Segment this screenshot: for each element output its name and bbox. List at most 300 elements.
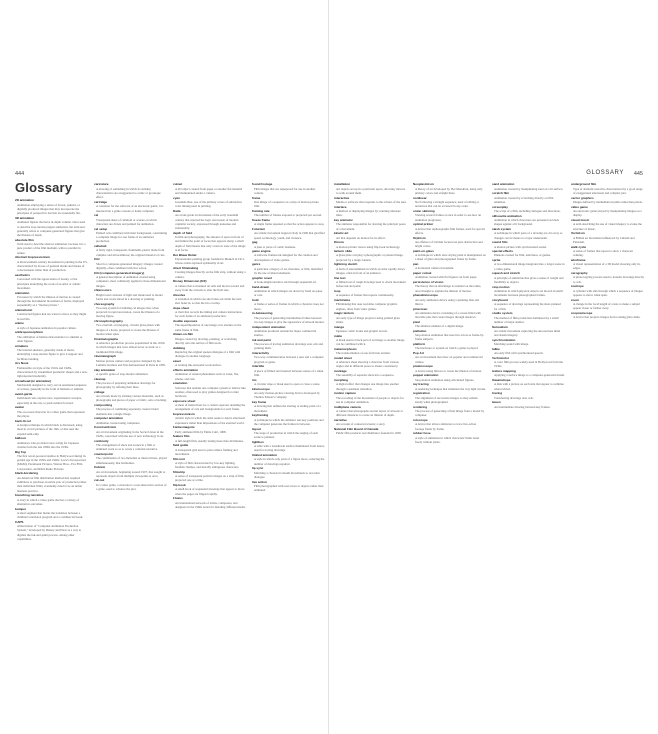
glossary-definition: Animation in which characters are presented as black shapes against a lit background. [494, 217, 560, 227]
glossary-entry [492, 325, 565, 338]
glossary-term: bumper [15, 506, 27, 511]
glossary-definition: A camera that is mounted on rails and moves toward and away from the artwork to alter the field size. [175, 283, 245, 292]
glossary-term: sprite [492, 258, 501, 263]
glossary-term: Fantasmagorie [173, 425, 195, 430]
glossary-entry [334, 334, 407, 347]
glossary-definition: Japanese comic books and graphic novels. [336, 328, 388, 333]
glossary-definition: A transition in which one shot fades out while the next shot fades in, so that the two overlap. [175, 296, 242, 306]
glossary-term: genre [252, 262, 261, 267]
glossary-entry [252, 413, 325, 426]
glossary-term: avant-garde [15, 392, 33, 397]
glossary-entry [571, 182, 644, 195]
glossary-term: stop motion [492, 284, 510, 289]
glossary-entry [15, 419, 88, 436]
glossary-definition: A glass plate carrying a photographic or painted image, projected by a magic lantern. [336, 253, 404, 262]
glossary-entry [252, 285, 325, 298]
glossary-definition: A specific genre of stop-motion animation. [96, 371, 149, 376]
glossary-entry [492, 285, 565, 298]
glossary-entry [173, 434, 246, 443]
glossary-entry [334, 427, 407, 436]
glossary-definition: Replacing the original spoken dialogue of a film with dialogue in another language. [175, 349, 241, 359]
glossary-term: aesthetics [15, 273, 30, 277]
glossary-term: arrowhead (in animation) [15, 378, 52, 383]
glossary-term: balloon [15, 436, 26, 441]
glossary-term: CGI (computer-generated imagery) [94, 270, 145, 275]
glossary-column-5 [334, 182, 407, 522]
glossary-term: cut-out [94, 478, 105, 483]
glossary-term: nonlinear [413, 195, 427, 200]
glossary-entry [94, 200, 167, 213]
glossary-definition: A filmed test of rough drawings used to check movement before ink and paint. [336, 280, 406, 289]
glossary-entry [173, 253, 246, 266]
glossary-entry [252, 351, 325, 364]
glossary-term: rotoscope [413, 417, 428, 422]
glossary-definition: A device that rephotographs film frames, used for special effects. [415, 226, 485, 235]
glossary-entry [94, 337, 167, 354]
glossary-term: tracing [492, 391, 503, 396]
glossary-definition: The process of preparing animation drawings for photography by refining their lines. [96, 380, 156, 390]
glossary-term: ink and paint [252, 337, 271, 342]
glossary-term: talkie [492, 346, 500, 351]
glossary-entry [252, 298, 325, 311]
glossary-entry [15, 344, 88, 361]
glossary-definition: The stage of production in which the staging of each scene is planned. [254, 430, 319, 440]
glossary-definition: A story in which a video game that has a variety of alternative outcomes. [17, 497, 80, 506]
glossary-definition: Filmmaking that uses real-time computer graphics engines, often from video games. [336, 302, 398, 311]
glossary-term: kinetic art [334, 231, 349, 236]
glossary-entry [413, 329, 486, 342]
glossary-definition: A method of displaying images by scanning alternate lines. [336, 208, 401, 218]
glossary-definition: The on-screen character in a video game that represents the player. [17, 409, 85, 419]
glossary-term: zoetrope [571, 284, 584, 289]
glossary-definition: Abbreviation of "Computer Animation Production System," developed by Disney and Pixar as a way to digitize the ink-and-paint process, among other capabilities. [17, 524, 82, 542]
glossary-term: layout [252, 426, 261, 431]
glossary-entry [334, 378, 407, 391]
glossary-definition: Public film producer and distributor founded in 1939. [336, 431, 402, 436]
glossary-definition: An artistic movement exploring the unconscious mind and dream imagery. [494, 328, 561, 338]
glossary-term: cel [94, 213, 99, 218]
glossary-term: chiaroscuro [94, 288, 112, 293]
glossary-term: counterpoint [94, 451, 113, 456]
glossary-entry [334, 369, 407, 378]
glossary-term: branching narrative [15, 493, 44, 498]
glossary-entry [492, 205, 565, 214]
glossary-entry [15, 450, 88, 471]
glossary-term: puppet animation [413, 373, 439, 378]
glossary-entry [413, 405, 486, 418]
glossary-entry [252, 427, 325, 440]
glossary-entry [15, 392, 88, 405]
glossary-term: multiplane camera [334, 404, 361, 409]
glossary-term: Cubism [94, 465, 106, 470]
glossary-term: Abstract Expressionism [15, 255, 50, 260]
glossary-definition: The alignment of successive images so they remain steady when photographed. [415, 395, 478, 404]
glossary-definition: A 2D object created from paper or another flat material and manipulated under a camera. [175, 186, 243, 195]
glossary-term: intertitle [252, 364, 265, 369]
glossary-term: Big Top [15, 449, 27, 454]
glossary-definition: Greenish-blue, one of the primary colors of subtractive color mixing used in printing. [175, 199, 243, 209]
glossary-definition: Animation in which physical objects are moved in small increments between photographed frames. [494, 289, 563, 298]
glossary-heading: Glossary [15, 180, 73, 195]
glossary-entry [94, 416, 167, 425]
glossary-definition: The method of film production dominated by a small number of major studios. [494, 315, 559, 324]
glossary-definition: Viewing several frames at once in order to see how an animation progresses. [415, 213, 481, 222]
glossary-definition: An intermediate drawing between key frames. [494, 404, 551, 409]
glossary-term: interactivity [252, 351, 270, 356]
glossary-definition: A single frame repeated so that the action appears to stop. [254, 222, 325, 227]
glossary-definition: A design technique in which black is discussed, using most in crowd pictures of the 16th, or that uses the expand semi-only. [17, 423, 83, 436]
glossary-entry [413, 373, 486, 382]
glossary-definition: A table with a translucent surface illuminated from below, used for tracing drawings. [254, 444, 325, 453]
glossary-entry [413, 320, 486, 329]
glossary-entry [413, 196, 486, 209]
glossary-term: Pop Art [413, 351, 424, 356]
glossary-term: platform [413, 342, 426, 347]
glossary-definition: The process of generating intermediate frames between two key images to give the appearance of smooth motion. [254, 315, 325, 324]
glossary-entry [413, 222, 486, 235]
glossary-term: easel [173, 358, 181, 363]
glossary-definition: A change in the focal length of a lens to make a subject appear closer or farther away. [573, 301, 641, 311]
glossary-definition: Early animated film by Émile Cohl, 1908. [175, 429, 227, 434]
glossary-term: pinscreen [413, 306, 428, 311]
glossary-entry [571, 284, 644, 297]
glossary-entry [94, 390, 167, 403]
glossary-entry [173, 319, 246, 332]
glossary-term: hand-drawn [252, 284, 270, 289]
glossary-term: limited animation [252, 453, 278, 458]
glossary-term: keyframing [252, 413, 269, 418]
glossary-term: film noir [173, 456, 186, 461]
glossary-definition: An art movement that drew on popular and commercial culture. [415, 355, 483, 364]
glossary-term: scratch film [492, 191, 510, 196]
glossary-entry [334, 311, 407, 324]
glossary-definition: A device that projects images from rotating glass disks. [573, 315, 641, 320]
glossary-entry [413, 382, 486, 391]
glossary-term: dubbing [173, 345, 186, 350]
glossary-definition: A technique in which slow-drying paint is manipulated on a sheet of glass and photographed frame by frame. [415, 253, 486, 262]
glossary-term: interlace [334, 204, 347, 209]
glossary-entry [173, 412, 246, 425]
glossary-term: praxinoscope [413, 364, 433, 369]
glossary-definition: An offshoot of Cubism focused on pure abstraction and bright colors. [415, 239, 483, 249]
glossary-entry [94, 319, 167, 336]
glossary-entry [334, 325, 407, 334]
glossary-term: cutout [173, 182, 183, 187]
glossary-term: filmstrip [173, 469, 186, 474]
glossary-entry [252, 453, 325, 466]
glossary-term: cinematograph [94, 354, 116, 359]
glossary-entry [94, 425, 167, 438]
glossary-definition: A style of animation in which characters' limbs bend freely without joints. [415, 435, 480, 444]
glossary-entry [413, 307, 486, 320]
glossary-entry [334, 418, 407, 427]
glossary-entry [94, 377, 167, 390]
glossary-entry [252, 249, 325, 262]
glossary-entry [252, 218, 325, 227]
glossary-definition: A drawing of something in which its striking characteristics are exaggerated to comic or grotesque effect. [96, 186, 161, 200]
glossary-entry [492, 347, 565, 356]
glossary-term: optical printer [413, 222, 434, 227]
glossary-term: independent animation [252, 324, 286, 329]
glossary-definition: An art movement, beginning around 1907, that sought to represent objects from multiple viewpoints at once. [96, 469, 166, 478]
glossary-entry [571, 218, 644, 231]
glossary-term: storyboard [492, 298, 508, 303]
glossary-definition: An American film distribution method that required exhibitors to purchase an entire year of production rather than individual films; eventually ruled to be an unfair business practice. [17, 475, 87, 493]
glossary-entry [252, 480, 325, 493]
glossary-entry [15, 471, 88, 492]
glossary-term: anthropomorphism [15, 330, 43, 335]
glossary-entry [571, 298, 644, 311]
glossary-entry [15, 493, 88, 506]
glossary-entry [492, 214, 565, 227]
glossary-definition: The smallest element of a digital image. [415, 324, 464, 329]
glossary-entry [173, 346, 246, 359]
glossary-term: visual music [571, 217, 590, 222]
glossary-term: paint-on-glass [413, 248, 434, 253]
glossary-term: graphic novel [252, 275, 272, 280]
glossary-definition: The process of tracing animation drawings onto cels and painting them. [254, 342, 323, 351]
glossary-entry [334, 262, 407, 275]
glossary-entry [173, 306, 246, 319]
glossary-definition: An early motion-picture viewing device developed by Thomas Edison's company. [254, 390, 320, 400]
glossary-column-7 [492, 182, 565, 538]
glossary-entry [15, 379, 88, 392]
glossary-entry [492, 271, 565, 284]
glossary-definition: An early type of image projector using painted glass slides. [336, 315, 400, 324]
glossary-term: emulation [173, 381, 188, 386]
glossary-definition: Short for computer-generated imagery: images created digitally, often combined with live action. [96, 261, 163, 270]
glossary-definition: Art objects set up in a particular space, allowing viewers to walk around them. [336, 186, 406, 195]
glossary-definition: A small book of sequential drawings that appear to move when the pages are flipped rapidly. [175, 487, 245, 496]
glossary-definition: A rotating ink-and-paint work surface. [175, 363, 222, 368]
glossary-column-2 [94, 182, 167, 538]
glossary-entry [413, 431, 486, 444]
glossary-term: persistence of vision [413, 280, 444, 285]
glossary-term: National Film Board of Canada [334, 426, 379, 431]
glossary-entry [571, 271, 644, 284]
glossary-term: collage [94, 389, 105, 394]
glossary-definition: Fashionable art style of the 1910s and 1920s, characterized by streamlined geometric shapes and a new, light-hearted modernity. [17, 365, 88, 379]
glossary-term: Der Blaue Reiter [173, 252, 197, 257]
glossary-term: CAPS [15, 519, 24, 524]
glossary-term: zoom [571, 297, 579, 302]
glossary-entry [334, 205, 407, 218]
glossary-entry [94, 271, 167, 288]
glossary-term: manga [334, 324, 344, 329]
glossary-definition: Two overlaid, overlapping, circular glass plates with images of a horse, projected to create the illusion of motion when spun. [96, 323, 160, 336]
glossary-term: framing rate [252, 208, 270, 213]
glossary-definition: Art that depends on motion for its effect. [336, 235, 386, 240]
glossary-term: narrative [334, 417, 347, 422]
glossary-definition: A reference production process popularized in the 1910s in which images that were almost never as static as a traditional film image. [96, 340, 165, 354]
glossary-entry [334, 298, 407, 311]
glossary-term: cartridge [94, 199, 108, 204]
glossary-term: black-bordering [15, 471, 39, 476]
glossary-column-6 [413, 182, 486, 532]
glossary-definition: An early film with synchronized speech. [494, 351, 544, 356]
glossary-entry [173, 266, 246, 279]
glossary-definition: An early animation device using a spinning disk and mirror. [415, 297, 479, 306]
glossary-term: cleanup [94, 376, 106, 381]
glossary-term: back-lit cel [15, 418, 31, 423]
glossary-term: special effects [492, 249, 514, 254]
glossary-definition: Film photographed with real actors or objects rather than animated. [254, 483, 324, 493]
glossary-entry [173, 470, 246, 483]
glossary-entry [173, 381, 246, 398]
glossary-term: hold [252, 298, 259, 303]
glossary-definition: A technique in which parts of a drawing are cut away so changes can be made on a layer underneath. [494, 231, 563, 240]
glossary-definition: A transparent grid used to plan camera framing and movements. [175, 447, 238, 456]
glossary-definition: The number of frames exposed or projected per second. [254, 213, 322, 218]
glossary-definition: A joke or piece of comic business. [254, 244, 296, 249]
glossary-definition: Animation created by manipulating sand on a lit surface. [494, 186, 564, 191]
glossary-entry [15, 216, 88, 237]
glossary-entry [492, 182, 565, 191]
glossary-definition: Term used to describe abstract animation, because it is a pure product of the film medium, with no parallel in nature. [17, 242, 86, 255]
glossary-entry [334, 391, 407, 404]
glossary-entry [173, 425, 246, 434]
glossary-term: gag [252, 240, 258, 245]
glossary-entry [15, 405, 88, 418]
glossary-entry [571, 311, 644, 320]
glossary-entry [492, 298, 565, 311]
glossary-definition: A camera that photographs several layers of artwork at different distances to create an illusion of depth. [336, 408, 403, 418]
glossary-term: CGI [94, 257, 100, 262]
glossary-definition: Stop-motion animation using articulated figures. [415, 377, 475, 382]
glossary-definition: The assembly of separate shots into a sequence. [336, 373, 395, 378]
glossary-definition: The attribution of human characteristics to animals or other figures. [17, 334, 83, 344]
glossary-term: dissolve [173, 292, 186, 297]
glossary-definition: A drawing that defines the starting or ending point of a movement. [254, 404, 321, 413]
glossary-term: cyan [173, 195, 180, 200]
glossary-entry [94, 465, 167, 478]
glossary-entry [15, 507, 88, 520]
glossary-term: screenplay [492, 204, 508, 209]
glossary-term: cel setup [94, 226, 108, 231]
glossary-entry [252, 466, 325, 479]
glossary-definition: A sequence of frames that repeats continuously. [336, 293, 395, 298]
glossary-term: caricature [94, 182, 109, 187]
glossary-entry [94, 368, 167, 377]
glossary-term: xerography [571, 271, 588, 276]
glossary-term: lightning sketch [334, 262, 358, 267]
glossary-entry [252, 209, 325, 218]
glossary-definition: Images defined by mathematical paths rather than pixels. [573, 199, 643, 204]
glossary-definition: Matching sound with image. [494, 342, 529, 347]
glossary-term: Dada [173, 208, 181, 213]
glossary-term: lip sync [252, 466, 264, 471]
glossary-entry [252, 400, 325, 413]
glossary-definition: The arrangement of shots and scenes in a film or animated work so as to create a coherent narrative. [96, 442, 158, 452]
glossary-term: depth of field [173, 230, 193, 235]
glossary-definition: An electronic game played by manipulating images on a display. [573, 208, 642, 218]
glossary-definition: A mid-twentieth-century movement in painting in the US, characterized by its use of gestural marks and means of consciousness rather than of production. [17, 259, 88, 273]
glossary-definition: Painted cels combined with their background, constituting a complete image for one frame of an animated production. [96, 230, 167, 244]
glossary-entry [492, 400, 565, 409]
glossary-definition: The process of combining separately created visual elements into a single image. [96, 407, 159, 416]
glossary-definition: A fairly rigid, transparent, flammable plastic made from camphor and nitrocellulose; the original material of cels. [96, 248, 166, 257]
glossary-definition: A reference sheet showing a character from various angles and in different poses to ensure consistency. [336, 360, 399, 369]
glossary-definition: Images created by drawing, painting, or scratching directly onto the surface of film stock. [175, 336, 237, 345]
glossary-definition: Animation employing a series of drawn, painted, or digitally produced images that may incorporate the principles of perspective but that are essentially flat. [17, 202, 81, 216]
glossary-definition: The first novel-powered studios in Hollywood during its golden age in the 1930s and 1940s: Loew's Incorporated (MGM), Paramount Pictures, Warner Bros., Fox Film Corporation, and RKO Radio Pictures. [17, 453, 86, 471]
glossary-term: double exposure [173, 319, 198, 324]
glossary-entry [252, 440, 325, 453]
glossary-term: dope sheet [173, 305, 190, 310]
glossary-term: montage [334, 369, 347, 374]
glossary-definition: Film images that are repurposed for use in another context. [254, 186, 316, 195]
glossary-definition: Transferring drawings onto cels. [494, 395, 534, 400]
glossary-entry [492, 191, 565, 204]
glossary-term: kinetoscope [252, 386, 270, 391]
glossary-term: Disney Dimension (DX) [173, 279, 207, 284]
glossary-definition: Illusions created for film, television, or games. [494, 253, 551, 258]
glossary-term: field guide [173, 443, 189, 448]
glossary-entry [252, 262, 325, 275]
glossary-definition: Type of dramatic narrative characterized by a good range of exaggerated emotional and complex plot. [573, 186, 643, 195]
glossary-definition: The superimposition of one image over another on the same frame of film. [175, 323, 242, 332]
glossary-definition: Animation of natural phenomena such as water, fire, smoke, and rain. [175, 372, 239, 381]
glossary-entry [15, 255, 88, 272]
glossary-definition: A theory of art developed by Piet Mondrian, using only primary colors and straight lines. [415, 186, 483, 195]
glossary-definition: A principle of animation that gives a sense of weight and flexibility to objects. [494, 275, 564, 285]
glossary-term: absolute film [15, 237, 34, 242]
glossary-term: sand animation [492, 182, 515, 187]
glossary-term: interactive [334, 195, 350, 200]
glossary-definition: Applying a surface image to a computer-generated model. [494, 373, 565, 378]
glossary-entry [334, 356, 407, 369]
glossary-definition: A motion picture with synchronized sound. [494, 244, 547, 249]
glossary-definition: Stop-motion animation that uses live actors as frame-by-frame subjects. [415, 333, 485, 342]
glossary-entry [492, 391, 565, 400]
glossary-term: line test [334, 275, 346, 280]
glossary-term: paper cutout [413, 271, 432, 276]
glossary-entry [173, 443, 246, 456]
glossary-term: tween [492, 400, 501, 405]
glossary-term: Expressionism [173, 412, 195, 417]
glossary-entry [492, 258, 565, 271]
glossary-definition: In a video game, a cutscene is a non-interactive section of a game, used to advance the plot. [96, 482, 167, 492]
glossary-entry [252, 311, 325, 324]
glossary-term: iris [252, 377, 257, 382]
glossary-column-3 [173, 182, 246, 518]
glossary-entry [334, 182, 407, 195]
glossary-definition: An avant-garde art movement of the early twentieth century that rejected the logic and reason of modern capitalist society, expressed through nonsense and irrationality. [175, 213, 239, 231]
glossary-definition: The combination of two melodies or musical lines, played simultaneously, that harmonize. [96, 456, 167, 465]
glossary-term: key frame [252, 399, 267, 404]
glossary-entry [413, 262, 486, 271]
glossary-entry [252, 227, 325, 240]
glossary-definition: A software framework designed for the creation and development of video games. [254, 253, 318, 262]
glossary-term: freeze frame [252, 217, 270, 222]
glossary-term: ray tracing [413, 382, 429, 387]
glossary-definition: The animator responsible for drawing the principal poses of a movement. [336, 222, 406, 231]
glossary-entry [173, 399, 246, 412]
glossary-entry [252, 240, 325, 249]
glossary-entry [413, 209, 486, 222]
glossary-term: silhouette animation [492, 213, 522, 218]
glossary-definition: A particular category of art, literature, or film, identified by the use of shared elements. [254, 266, 323, 276]
glossary-term: slash system [492, 226, 512, 231]
glossary-definition: Not following a straight sequence; used of editing or narratives that can be accessed in any order. [415, 199, 480, 209]
glossary-term: in-betweening [252, 311, 273, 316]
glossary-entry [334, 196, 407, 205]
glossary-term: continuity [94, 438, 109, 443]
glossary-definition: A book-length narrative told through sequential art. [254, 280, 317, 285]
glossary-entry [173, 457, 246, 470]
glossary-entry [173, 359, 246, 368]
glossary-term: choreography [94, 301, 115, 306]
